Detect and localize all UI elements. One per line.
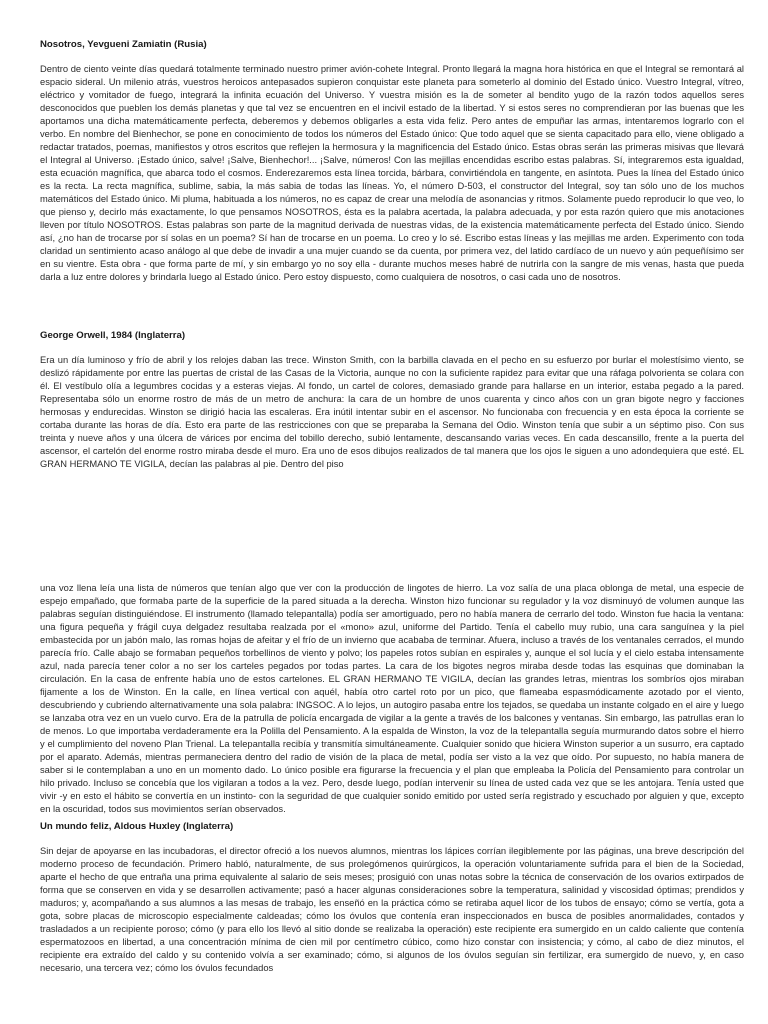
section-paragraph: Dentro de ciento veinte días quedará totalmente terminado nuestro primer avión-cohete Integral. Pronto llegará la magna hora histórica en que el Integral se remontará al espacio sideral. Un milenio atrás, vuestros heroicos antepasados supieron conquistar este planeta para someterlo al dominio del Estado único. Vuestro Integral, vítreo, eléctrico y vomitador de fuego, integrará la infinita ecuación del Universo. Y vuestra misión es la de someter al bendito yugo de la razón todos aquellos seres desconocidos que pueblen los demás planetas y que tal vez se encuentren en el incivil estado de la libertad. Y si estos seres no comprendieran por las buenas que les aportamos una dicha matemáticamente perfecta, deberemos y debemos obligarles a esta vida feliz. Pero antes de empuñar las armas, intentaremos lograrlo con el verbo. En nombre del Bienhechor, se pone en conocimiento de todos los números del Estado único: Que todo aquel que se sienta capacitado para ello, viene obligado a redactar tratados, poemas, manifiestos y otros escritos que reflejen la hermosura y la magnificencia del Estado único. Estas obras serán las primeras misivas que llevará el Integral al Universo. ¡Estado único, salve! ¡Salve, Bienhechor!... ¡Salve, números! Con las mejillas encendidas escribo estas palabras. Sí, integraremos esta igualdad, esta ecuación magnífica, que abarca todo el cosmos. Enderezaremos esta línea torcida, bárbara, convirtiéndola en tangente, en asíntota. Pues la línea del Estado único es la recta. La recta magnífica, sublime, sabia, la más sabia de todas las líneas. Yo, el número D-503, el constructor del Integral, soy tan sólo uno de los muchos matemáticos del Estado único. Mi pluma, habituada a los números, no es capaz de crear una melodía de asonancias y ritmos. Solamente puedo reproducir lo que veo, lo que pienso y, decirlo más exactamente, lo que pensamos NOSOTROS, ésta es la palabra acertada, la palabra adecuada, y por esta razón quiero que mis anotaciones lleven por título NOSOTROS. Estas palabras son parte de la magnitud derivada de nuestras vidas, de la existencia matemáticamente perfecta del Estado único. Siendo así, ¿no han de trocarse por sí solas en un poema? Sí han de trocarse en un poema. Lo creo y lo sé. Escribo estas líneas y las mejillas me arden. Experimento con toda claridad un sentimiento acaso análogo al que debe de invadir a una mujer cuando se da cuenta, por primera vez, del latido cardíaco de un nuevo y aún pequeñísimo ser en su vientre. Esta obra - que forma parte de mí, y sin embargo yo no soy ella - durante muchos meses habré de nutrirla con la sangre de mis venas, hasta que pueda darla a luz entre dolores y brindarla luego al Estado único. Pero estoy dispuesto, como cualquiera de nosotros, o casi cada uno de nosotros.	[40, 64, 744, 282]
section-heading: Nosotros, Yevgueni Zamiatin (Rusia)	[40, 39, 207, 50]
section-orwell-continued	[40, 582, 744, 816]
section-huxley	[40, 820, 744, 975]
section-paragraph-continued: una voz llena leía una lista de números que tenían algo que ver con la producción de lingotes de hierro. La voz salía de una placa oblonga de metal, una especie de espejo empañado, que formaba parte de la superficie de la pared situada a la derecha. Winston hizo funcionar su regulador y la voz disminuyó de volumen aunque las palabras seguían distinguiéndose. El instrumento (llamado telepantalla) podía ser amortiguado, pero no había manera de cerrarlo del todo. Winston fue hacia la ventana: una figura pequeña y frágil cuya delgadez resultaba realzada por el «mono» azul, uniforme del Partido. Tenía el cabello muy rubio, una cara sanguínea y la piel embastecida por un jabón malo, las romas hojas de afeitar y el frío de un invierno que acababa de terminar. Afuera, incluso a través de los ventanales cerrados, el mundo parecía frío. Calle abajo se formaban pequeños torbellinos de viento y polvo; los papeles rotos subían en espirales y, aunque el sol lucía y el cielo estaba intensamente azul, nada parecía tener color a no ser los carteles pegados por todas partes. La cara de los bigotes negros miraba desde todas las esquinas que dominaban la circulación. En la casa de enfrente había uno de estos cartelones. EL GRAN HERMANO TE VIGILA, decían las grandes letras, mientras los sombríos ojos miraban fijamente a los de Winston. En la calle, en línea vertical con aquél, había otro cartel roto por un pico, que flameaba espasmódicamente azotado por el viento, descubriendo y cubriendo alternativamente una sola palabra: INGSOC. A lo lejos, un autogiro pasaba entre los tejados, se quedaba un instante colgado en el aire y luego se lanzaba otra vez en un vuelo curvo. Era de la patrulla de policía encargada de vigilar a la gente a través de los balcones y ventanas. Sin embargo, las patrullas eran lo de menos. Lo que importaba verdaderamente era la Polilla del Pensamiento. A la espalda de Winston, la voz de la telepantalla seguía murmurando datos sobre el hierro y el cumplimiento del noveno Plan Trienal. La telepantalla recibía y transmitía simultáneamente. Cualquier sonido que hiciera Winston superior a un susurro, era captado por el aparato. Además, mientras permaneciera dentro del radio de visión de la placa de metal, podía ser visto a la vez que oído. Por supuesto, no había manera de saber si le contemplaban a uno en un momento dado. Lo único posible era figurarse la frecuencia y el plan que empleaba la Policía del Pensamiento para controlar un hilo privado. Incluso se concebía que los vigilaran a todos a la vez. Pero, desde luego, podían intervenir su línea de usted cada vez que se les antojara. Tenía usted que vivir -y en esto el hábito se convertía en un instinto- con la seguridad de que cualquier sonido emitido por usted sería registrado y escuchado por alguien y que, excepto en la oscuridad, todos sus movimientos serían observados.	[40, 583, 744, 814]
section-heading: George Orwell, 1984 (Inglaterra)	[40, 330, 186, 341]
section-paragraph: Sin dejar de apoyarse en las incubadoras, el director ofreció a los nuevos alumnos, mientras los lápices corrían ilegiblemente por las páginas, una breve descripción del moderno proceso de fecundación. Primero habló, naturalmente, de sus prolegómenos quirúrgicos, la operación voluntariamente sufrida para el bien de la Sociedad, aparte el hecho de que entraña una prima equivalente al salario de seis meses; prosiguió con unas notas sobre la técnica de conservación de los ovarios extirpados de forma que se conserven en vida y se desarrollen activamente; pasó a hacer algunas consideraciones sobre la temperatura, salinidad y viscosidad óptimas; prendidos y maduros; y, acompañando a sus alumnos a las mesas de trabajo, les enseñó en la práctica cómo se retiraba aquel licor de los tubos de ensayo; cómo se vertía, gota a gota, sobre placas de microscopio especialmente caldeadas; cómo los óvulos que contenía eran inspeccionados en busca de posibles anormalidades, contados y trasladados a un recipiente poroso; cómo (y para ello los llevó al sitio donde se realizaba la operación) este recipiente era sumergido en un caldo caliente que contenía espermatozoos en libertad, a una concentración mínima de cien mil por centímetro cúbico, como hizo constar con insistencia; y cómo, al cabo de diez minutos, el recipiente era extraído del caldo y su contenido volvía a ser examinado; cómo, si algunos de los óvulos seguían sin fertilizar, era sumergido de nuevo, y, en caso necesario, una tercera vez; cómo los óvulos fecundados	[40, 846, 744, 973]
section-orwell	[40, 329, 744, 471]
section-heading: Un mundo feliz, Aldous Huxley (Inglaterra)	[40, 821, 234, 832]
section-paragraph: Era un día luminoso y frío de abril y los relojes daban las trece. Winston Smith, con la barbilla clavada en el pecho en su esfuerzo por burlar el molestísimo viento, se deslizó rápidamente por entre las puertas de cristal de las Casas de la Victoria, aunque no con la suficiente rapidez para evitar que una ráfaga polvorienta se colara con él. El vestíbulo olía a legumbres cocidas y a esteras viejas. Al fondo, un cartel de colores, demasiado grande para hallarse en un interior, estaba pegado a la pared. Representaba sólo un enorme rostro de más de un metro de anchura: la cara de un hombre de unos cuarenta y cinco años con un gran bigote negro y facciones hermosas y endurecidas. Winston se dirigió hacia las escaleras. Era inútil intentar subir en el ascensor. No funcionaba con frecuencia y en esta época la corriente se cortaba durante las horas de día. Esto era parte de las restricciones con que se preparaba la Semana del Odio. Winston tenía que subir a un séptimo piso. Con sus treinta y nueve años y una úlcera de várices por encima del tobillo derecho, subió lentamente, descansando varias veces. En cada descansillo, frente a la puerta del ascensor, el cartelón del enorme rostro miraba desde el muro. Era uno de esos dibujos realizados de tal manera que los ojos le siguen a uno adondequiera que esté. EL GRAN HERMANO TE VIGILA, decían las palabras al pie. Dentro del piso	[40, 355, 744, 469]
section-zamiatin	[40, 38, 744, 284]
